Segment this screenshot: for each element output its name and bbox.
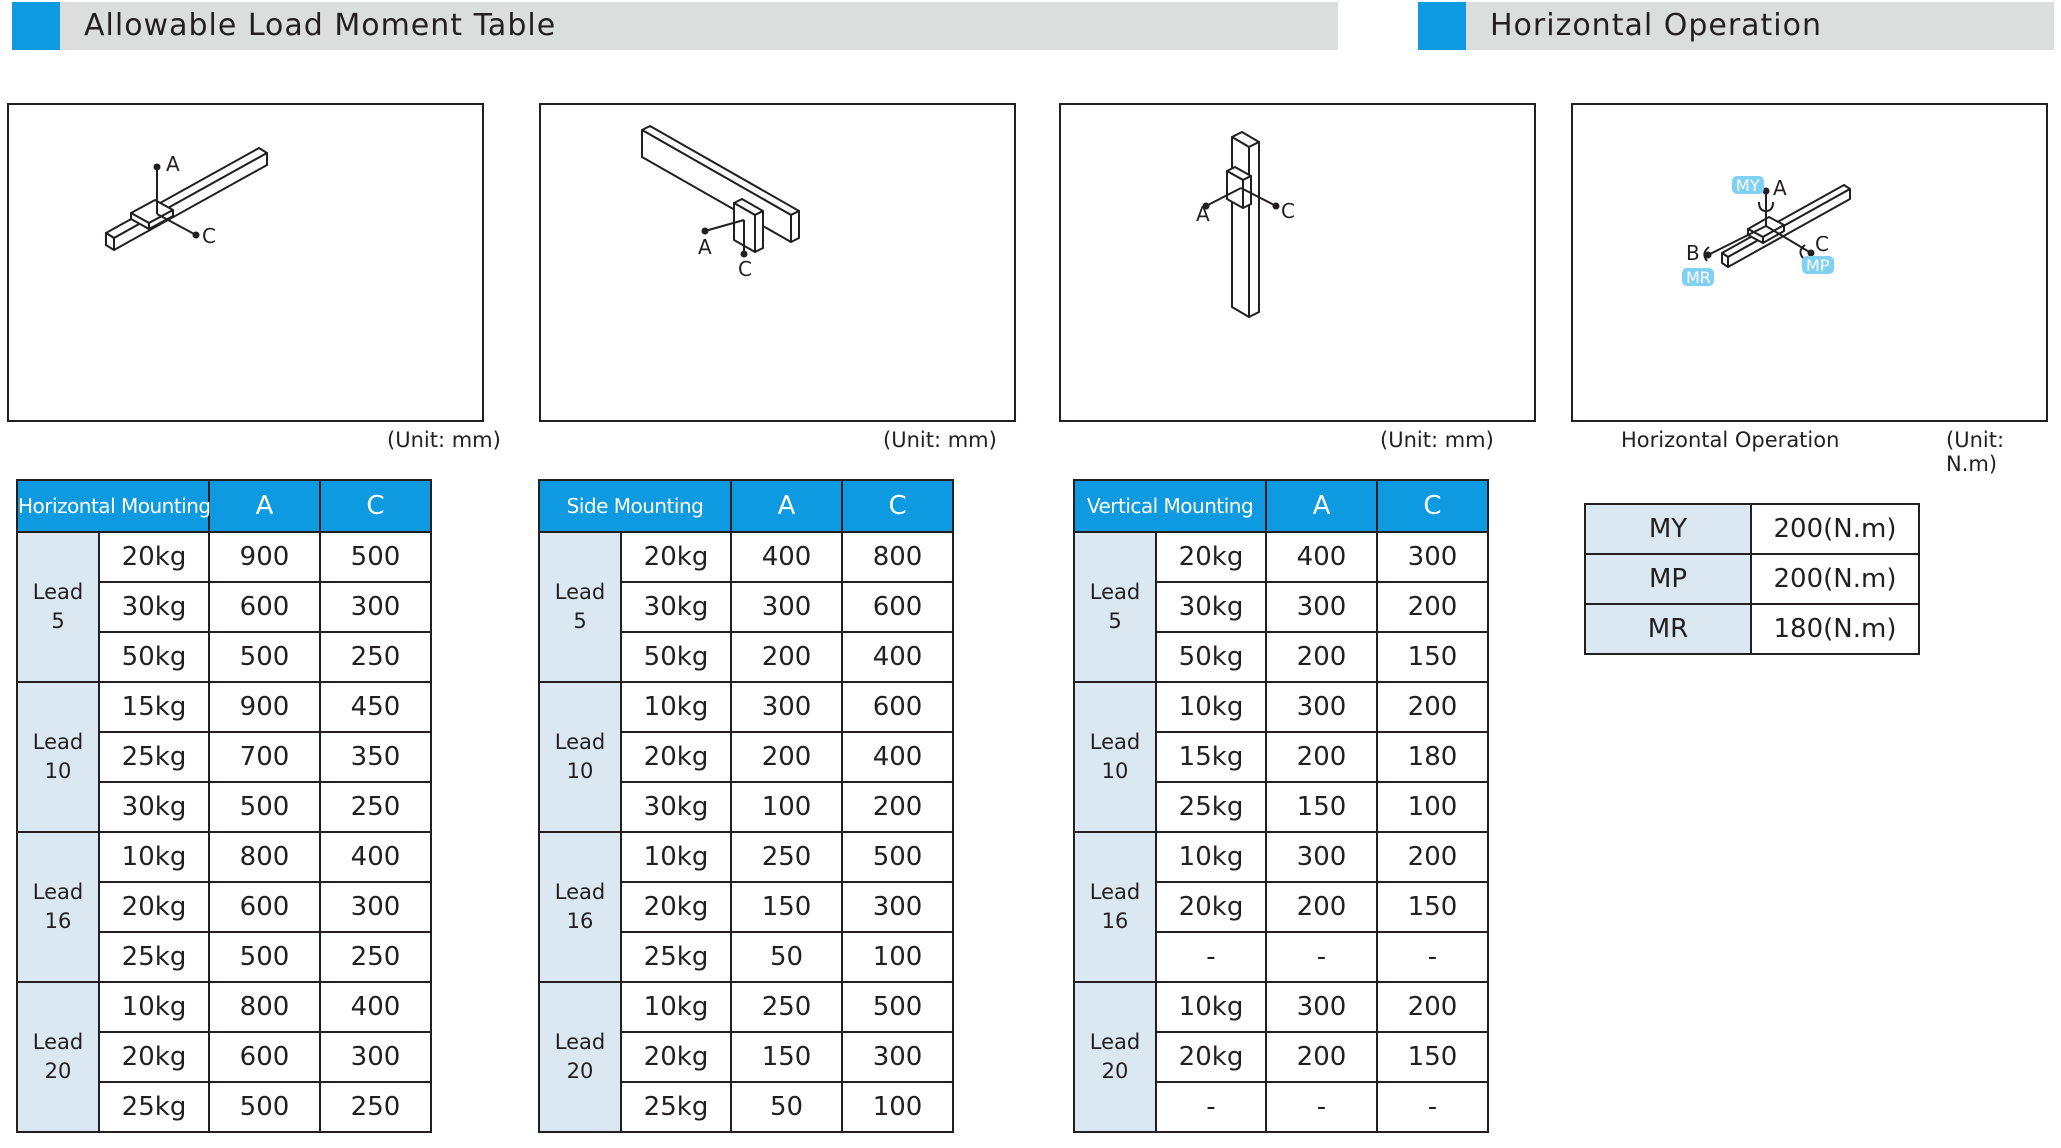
table-row — [1074, 682, 1488, 732]
header-c: C — [320, 480, 431, 532]
load-cell: 20kg — [621, 1032, 731, 1082]
value-c-cell: 300 — [320, 882, 431, 932]
load-cell: - — [1156, 932, 1266, 982]
load-cell: 50kg — [621, 632, 731, 682]
value-a-cell: 600 — [209, 882, 320, 932]
value-a-cell: 300 — [1266, 982, 1377, 1032]
load-cell: 25kg — [99, 932, 209, 982]
value-c-cell: 500 — [320, 532, 431, 582]
value-a-cell: 100 — [731, 782, 842, 832]
value-a-cell: 800 — [209, 832, 320, 882]
value-a-cell: 200 — [731, 732, 842, 782]
side-mounting-illustration — [541, 105, 1014, 420]
value-a-cell: 500 — [209, 632, 320, 682]
load-cell: 50kg — [1156, 632, 1266, 682]
lead-cell: Lead 5 — [17, 532, 99, 682]
value-c-cell: 500 — [842, 832, 953, 882]
label-c: C — [1281, 199, 1295, 223]
value-c-cell: 600 — [842, 682, 953, 732]
value-c-cell: 300 — [320, 582, 431, 632]
load-cell: 10kg — [621, 682, 731, 732]
load-cell: 20kg — [99, 1032, 209, 1082]
load-cell: 10kg — [621, 832, 731, 882]
value-c-cell: 250 — [320, 1082, 431, 1132]
header-mounting: Side Mounting — [539, 480, 731, 532]
load-cell: 20kg — [1156, 532, 1266, 582]
value-a-cell: 400 — [1266, 532, 1377, 582]
horizontal-mounting-illustration — [9, 105, 482, 420]
value-a-cell: 300 — [1266, 832, 1377, 882]
load-cell: 10kg — [99, 982, 209, 1032]
section-header-load-moment — [12, 2, 1338, 50]
table-row — [539, 832, 953, 882]
value-a-cell: 500 — [209, 1082, 320, 1132]
table-row — [539, 682, 953, 732]
value-a-cell: 800 — [209, 982, 320, 1032]
load-cell: 30kg — [99, 582, 209, 632]
svg-text:MP: MP — [1806, 256, 1830, 275]
table-row — [1074, 832, 1488, 882]
load-cell: 10kg — [621, 982, 731, 1032]
value-c-cell: 800 — [842, 532, 953, 582]
lead-cell: Lead 16 — [539, 832, 621, 982]
value-c-cell: 150 — [1377, 882, 1488, 932]
value-c-cell: 250 — [320, 782, 431, 832]
load-cell: 30kg — [621, 582, 731, 632]
load-cell: 30kg — [621, 782, 731, 832]
table-row — [17, 832, 431, 882]
load-cell: - — [1156, 1082, 1266, 1132]
vertical-mounting-illustration — [1061, 105, 1534, 420]
value-c-cell: 400 — [320, 832, 431, 882]
value-a-cell: 600 — [209, 1032, 320, 1082]
value-c-cell: 100 — [842, 1082, 953, 1132]
value-c-cell: 500 — [842, 982, 953, 1032]
value-a-cell: 900 — [209, 532, 320, 582]
load-cell: 20kg — [99, 532, 209, 582]
value-c-cell: 200 — [842, 782, 953, 832]
table-header-row — [1074, 480, 1488, 532]
section-header-horizontal-operation — [1418, 2, 2054, 50]
value-c-cell: - — [1377, 932, 1488, 982]
value-a-cell: 900 — [209, 682, 320, 732]
value-c-cell: 300 — [842, 882, 953, 932]
value-a-cell: 300 — [1266, 582, 1377, 632]
header-c: C — [842, 480, 953, 532]
load-cell: 20kg — [1156, 1032, 1266, 1082]
value-a-cell: 250 — [731, 832, 842, 882]
moment-value-cell: 200(N.m) — [1751, 554, 1919, 604]
value-c-cell: 200 — [1377, 682, 1488, 732]
table-row — [539, 532, 953, 582]
value-c-cell: 100 — [842, 932, 953, 982]
value-c-cell: 200 — [1377, 982, 1488, 1032]
unit-label: (Unit: mm) — [883, 428, 997, 452]
table-header-row — [539, 480, 953, 532]
moment-key-cell: MP — [1585, 554, 1751, 604]
lead-cell: Lead 5 — [1074, 532, 1156, 682]
diagram-vertical-mounting — [1059, 103, 1536, 422]
lead-cell: Lead 20 — [1074, 982, 1156, 1132]
value-a-cell: 300 — [731, 682, 842, 732]
value-c-cell: 600 — [842, 582, 953, 632]
label-c: C — [202, 224, 216, 248]
svg-text:MR: MR — [1686, 268, 1711, 287]
header-a: A — [209, 480, 320, 532]
value-c-cell: 450 — [320, 682, 431, 732]
value-a-cell: 500 — [209, 782, 320, 832]
label-b: B — [1686, 241, 1700, 265]
lead-cell: Lead 20 — [17, 982, 99, 1132]
value-a-cell: 250 — [731, 982, 842, 1032]
load-cell: 10kg — [1156, 682, 1266, 732]
value-c-cell: 400 — [842, 632, 953, 682]
load-cell: 25kg — [621, 932, 731, 982]
value-c-cell: 300 — [842, 1032, 953, 1082]
value-a-cell: 200 — [1266, 1032, 1377, 1082]
lead-cell: Lead 16 — [17, 832, 99, 982]
value-a-cell: 50 — [731, 1082, 842, 1132]
value-c-cell: 180 — [1377, 732, 1488, 782]
load-cell: 30kg — [99, 782, 209, 832]
value-a-cell: 200 — [1266, 632, 1377, 682]
lead-cell: Lead 10 — [1074, 682, 1156, 832]
table-row — [539, 982, 953, 1032]
value-c-cell: 400 — [842, 732, 953, 782]
load-cell: 20kg — [621, 882, 731, 932]
value-a-cell: - — [1266, 1082, 1377, 1132]
table-row — [17, 982, 431, 1032]
table-row — [1585, 554, 1919, 604]
svg-text:MY: MY — [1736, 176, 1760, 195]
value-c-cell: - — [1377, 1082, 1488, 1132]
value-a-cell: 150 — [731, 882, 842, 932]
load-cell: 15kg — [99, 682, 209, 732]
load-cell: 20kg — [1156, 882, 1266, 932]
value-a-cell: 300 — [731, 582, 842, 632]
header-mounting: Vertical Mounting — [1074, 480, 1266, 532]
load-cell: 20kg — [99, 882, 209, 932]
value-a-cell: 200 — [731, 632, 842, 682]
label-c: C — [738, 257, 752, 281]
load-cell: 10kg — [1156, 982, 1266, 1032]
header-accent-block — [12, 2, 60, 50]
lead-cell: Lead 5 — [539, 532, 621, 682]
diagram-horizontal-operation — [1571, 103, 2048, 422]
value-a-cell: 150 — [731, 1032, 842, 1082]
diagram-side-mounting — [539, 103, 1016, 422]
label-a: A — [1196, 202, 1210, 226]
header-mounting: Horizontal Mounting — [17, 480, 209, 532]
value-a-cell: 200 — [1266, 732, 1377, 782]
lead-cell: Lead 10 — [539, 682, 621, 832]
value-c-cell: 150 — [1377, 1032, 1488, 1082]
tag-mp — [1802, 256, 1834, 275]
unit-label: (Unit: mm) — [387, 428, 501, 452]
diagram-horizontal-mounting — [7, 103, 484, 422]
table-horizontal-mounting — [16, 479, 432, 1133]
unit-label: (Unit: mm) — [1380, 428, 1494, 452]
lead-cell: Lead 10 — [17, 682, 99, 832]
value-c-cell: 300 — [320, 1032, 431, 1082]
table-side-mounting — [538, 479, 954, 1133]
table-row — [17, 682, 431, 732]
header-a: A — [731, 480, 842, 532]
moment-value-cell: 200(N.m) — [1751, 504, 1919, 554]
tag-mr — [1682, 268, 1714, 287]
load-cell: 25kg — [621, 1082, 731, 1132]
moment-directions-illustration — [1573, 105, 2046, 420]
value-a-cell: 700 — [209, 732, 320, 782]
load-cell: 25kg — [99, 1082, 209, 1132]
load-cell: 25kg — [1156, 782, 1266, 832]
value-a-cell: 300 — [1266, 682, 1377, 732]
load-cell: 50kg — [99, 632, 209, 682]
header-c: C — [1377, 480, 1488, 532]
value-a-cell: 200 — [1266, 882, 1377, 932]
table-row — [1074, 982, 1488, 1032]
moment-key-cell: MY — [1585, 504, 1751, 554]
value-c-cell: 250 — [320, 932, 431, 982]
lead-cell: Lead 20 — [539, 982, 621, 1132]
value-c-cell: 200 — [1377, 832, 1488, 882]
tag-my — [1732, 176, 1764, 195]
table-row — [17, 532, 431, 582]
value-a-cell: 150 — [1266, 782, 1377, 832]
table-vertical-mounting — [1073, 479, 1489, 1133]
label-a: A — [166, 152, 180, 176]
load-cell: 20kg — [621, 532, 731, 582]
header-accent-block — [1418, 2, 1466, 50]
value-a-cell: 600 — [209, 582, 320, 632]
value-c-cell: 350 — [320, 732, 431, 782]
label-a: A — [1773, 176, 1787, 200]
value-c-cell: 400 — [320, 982, 431, 1032]
section-title: Allowable Load Moment Table — [84, 8, 557, 43]
value-c-cell: 300 — [1377, 532, 1488, 582]
value-c-cell: 200 — [1377, 582, 1488, 632]
load-cell: 20kg — [621, 732, 731, 782]
value-c-cell: 100 — [1377, 782, 1488, 832]
caption: Horizontal Operation — [1621, 428, 1840, 452]
table-row — [1585, 504, 1919, 554]
table-row — [1585, 604, 1919, 654]
label-c: C — [1815, 232, 1829, 256]
section-title: Horizontal Operation — [1490, 8, 1823, 43]
table-header-row — [17, 480, 431, 532]
value-c-cell: 150 — [1377, 632, 1488, 682]
lead-cell: Lead 16 — [1074, 832, 1156, 982]
label-a: A — [698, 235, 712, 259]
load-cell: 10kg — [1156, 832, 1266, 882]
table-horizontal-operation — [1584, 503, 1920, 655]
header-a: A — [1266, 480, 1377, 532]
load-cell: 10kg — [99, 832, 209, 882]
load-cell: 25kg — [99, 732, 209, 782]
value-a-cell: 500 — [209, 932, 320, 982]
value-c-cell: 250 — [320, 632, 431, 682]
moment-key-cell: MR — [1585, 604, 1751, 654]
unit-label: (Unit: N.m) — [1946, 428, 2005, 476]
table-row — [1074, 532, 1488, 582]
value-a-cell: - — [1266, 932, 1377, 982]
load-cell: 30kg — [1156, 582, 1266, 632]
value-a-cell: 400 — [731, 532, 842, 582]
load-cell: 15kg — [1156, 732, 1266, 782]
moment-value-cell: 180(N.m) — [1751, 604, 1919, 654]
value-a-cell: 50 — [731, 932, 842, 982]
